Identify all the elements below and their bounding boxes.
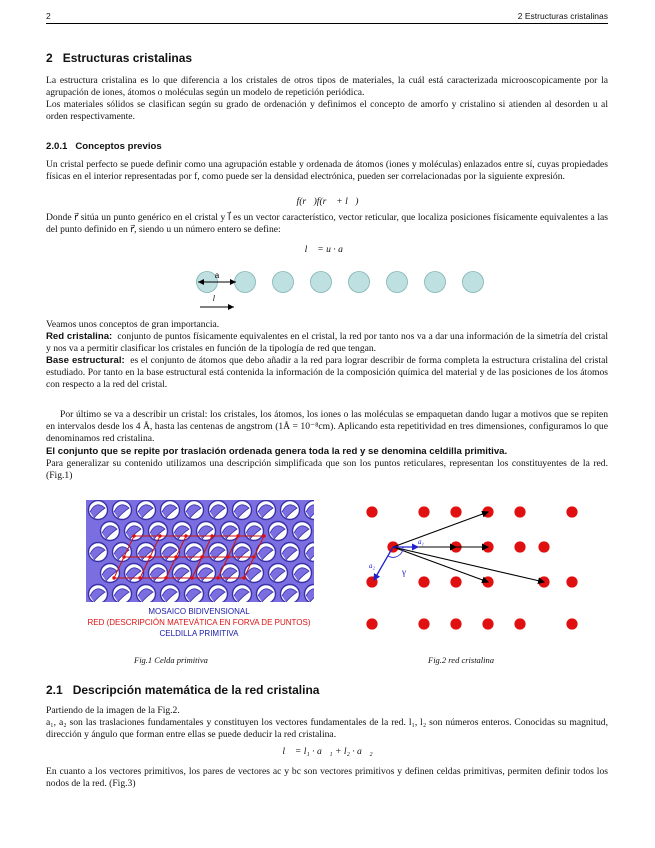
a1-label: a₁ bbox=[418, 538, 424, 546]
mosaic-figure bbox=[86, 500, 314, 602]
lattice-node bbox=[418, 618, 429, 629]
a-label: a bbox=[214, 271, 220, 280]
equation: l⃗ = l₁ · a⃗₁ + l₂ · a⃗₂ bbox=[282, 746, 373, 757]
lattice-point bbox=[122, 555, 125, 558]
section-heading bbox=[46, 683, 319, 697]
paragraph: Partiendo de la imagen de la Fig.2. bbox=[46, 705, 180, 716]
lattice-point bbox=[190, 576, 193, 579]
subsection-heading bbox=[46, 141, 162, 152]
paragraph: Veamos unos conceptos de gran importancia. bbox=[46, 319, 220, 330]
lattice-node bbox=[538, 541, 549, 552]
figure-caption: Fig.1 Celda primitiva bbox=[134, 655, 208, 665]
atom bbox=[349, 272, 370, 293]
atom bbox=[235, 272, 256, 293]
mosaic-legend-line: RED (DESCRIPCIÓN MATEVÁTICA EN FORVA DE PUNTOS) bbox=[87, 618, 311, 627]
mosaic-swirl bbox=[318, 568, 333, 581]
figure-caption: Fig.2 red cristalina bbox=[428, 655, 495, 665]
lattice-node bbox=[514, 618, 525, 629]
section-number: 2.1 bbox=[46, 683, 63, 697]
equation: l⃗ = u · a⃗ bbox=[304, 244, 351, 255]
paragraph: Un cristal perfecto se puede definir como una agrupación estable y ordenada de átomos (iones y moléculas) enlazados entre sí, cuyas propiedades físicas en el interior representadas por f, como puede ser la densidad electrónica, pueden ser correlacionadas por la siguiente expresión. bbox=[46, 159, 608, 182]
atom bbox=[311, 272, 332, 293]
lattice-node bbox=[514, 541, 525, 552]
header-rule bbox=[46, 23, 608, 24]
section-paragraph: Los materiales sólidos se clasifican según su grado de ordenación y definimos el concepto de amorfo y cristalino si atienden al desorden u al orden respectivamente. bbox=[46, 99, 608, 122]
mosaic-tile bbox=[317, 522, 336, 541]
mosaic-legend bbox=[76, 606, 322, 639]
subsection-number: 2.0.1 bbox=[46, 141, 68, 152]
definition-text: es el conjunto de átomos que debo añadir a la red para lograr describir de forma completa la estructura cristalina del cristal estudiado. Por tanto en la base estructural está contenida la información de la composición química del material y de las posiciones de los átomos con respecto a la red del cristal. bbox=[46, 355, 608, 390]
lattice-node bbox=[514, 506, 525, 517]
section-paragraph: La estructura cristalina es lo que diferencia a los cristales de otros tipos de materiales, la cuál está caracterizada microoscopicamente por la agrupación de iones, átomos o moléculas según un modelo de repetición periódica. bbox=[46, 75, 608, 98]
l-arrow-head bbox=[228, 304, 234, 310]
lattice-vector bbox=[393, 547, 488, 582]
equation: f(r⃗)f(r⃗ + l⃗) bbox=[296, 196, 359, 207]
lattice-point bbox=[184, 534, 187, 537]
atom bbox=[463, 272, 484, 293]
atom-row-figure bbox=[190, 266, 490, 316]
paragraph: a₁, a₂ son las traslaciones fundamentales y constituyen los vectores fundamentales de la red. l₁, l₂ son números enteros. Conocidas su magnitud, dirección y ángulo que forman entre ellas se puede deducir la red cristalina. bbox=[46, 717, 608, 740]
paragraph: Donde r⃗ sitúa un punto genérico en el cristal y l⃗ es un vector característico, vector reticular, que localiza posiciones físicamente equivalentes a las del punto definido en r⃗, siendo u un número entero se define: bbox=[46, 212, 608, 235]
paragraph: Para generalizar su contenido utilizamos una descripción simplificada que son los puntos reticulares, representan los constituyentes de la red. (Fig.1) bbox=[46, 458, 608, 481]
section-title: Estructuras cristalinas bbox=[62, 51, 193, 65]
mosaic-tile bbox=[317, 564, 336, 583]
definition-term: Red cristalina: bbox=[46, 331, 113, 342]
lattice-node bbox=[366, 576, 377, 587]
paragraph: Por último se va a describir un cristal: los cristales, los átomos, los iones o las moléculas se empaquetan dando lugar a motivos que se repiten en intervalos desde los 4 Å, hasta las centenas de angstrom (1Å = 10⁻⁸cm). Aplicando esta repetitividad en tres dimensiones, configuramos lo que denominamos red cristalina. bbox=[46, 409, 608, 444]
a2-vector bbox=[374, 547, 393, 580]
lattice-point bbox=[112, 576, 115, 579]
lattice-node bbox=[482, 618, 493, 629]
lattice-point bbox=[252, 555, 255, 558]
definition bbox=[46, 355, 608, 391]
lattice-node bbox=[418, 576, 429, 587]
lattice-node bbox=[366, 506, 377, 517]
l-label: l⃗ bbox=[212, 294, 222, 303]
lattice-node bbox=[566, 576, 577, 587]
lattice-point bbox=[210, 534, 213, 537]
gamma-label: γ bbox=[402, 567, 406, 577]
definition bbox=[46, 331, 608, 355]
mosaic-legend-line: CELDILLA PRIMITIVA bbox=[159, 629, 239, 638]
lattice-point bbox=[132, 534, 135, 537]
definition-term: Base estructural: bbox=[46, 355, 125, 366]
lattice-node bbox=[450, 618, 461, 629]
lattice-node bbox=[418, 506, 429, 517]
atom bbox=[273, 272, 294, 293]
lattice-point bbox=[174, 555, 177, 558]
lattice-point bbox=[262, 534, 265, 537]
atom bbox=[387, 272, 408, 293]
lattice-node bbox=[450, 576, 461, 587]
lattice-node bbox=[566, 618, 577, 629]
lattice-point bbox=[138, 576, 141, 579]
section-heading bbox=[46, 51, 192, 65]
lattice-point bbox=[164, 576, 167, 579]
mosaic-swirl bbox=[318, 526, 333, 539]
lattice-point bbox=[148, 555, 151, 558]
lattice-point bbox=[242, 576, 245, 579]
lattice-figure bbox=[360, 500, 580, 640]
lattice-node bbox=[450, 506, 461, 517]
section-number: 2 bbox=[46, 51, 53, 65]
lattice-point bbox=[200, 555, 203, 558]
lattice-node bbox=[366, 618, 377, 629]
lattice-point bbox=[158, 534, 161, 537]
mosaic-legend-line: MOSAICO BIDIVENSIONAL bbox=[148, 607, 250, 616]
page-number: 2 bbox=[46, 11, 51, 21]
lattice-point bbox=[216, 576, 219, 579]
paragraph: En cuanto a los vectores primitivos, los pares de vectores ac y bc son vectores primitivos y definen celdas primitivas, permiten definir todos los nodos de la red. (Fig.3) bbox=[46, 766, 608, 789]
bold-statement: El conjunto que se repite por traslación ordenada genera toda la red y se denomina celdilla primitiva. bbox=[46, 446, 508, 457]
a2-label: a₂ bbox=[369, 562, 375, 570]
running-title: 2 Estructuras cristalinas bbox=[517, 11, 608, 21]
definition-text: conjunto de puntos físicamente equivalentes en el cristal, la red por tanto nos va a dar una información de la simetría del cristal y nos va a permitir clasificar los cristales en función de la tipología de red que tengan. bbox=[46, 331, 608, 354]
lattice-vector bbox=[393, 512, 488, 547]
lattice-point bbox=[226, 555, 229, 558]
subsection-title: Conceptos previos bbox=[75, 141, 162, 152]
lattice-point bbox=[236, 534, 239, 537]
atom bbox=[425, 272, 446, 293]
section-title: Descripción matemática de la red cristalina bbox=[72, 683, 320, 697]
lattice-node bbox=[566, 506, 577, 517]
